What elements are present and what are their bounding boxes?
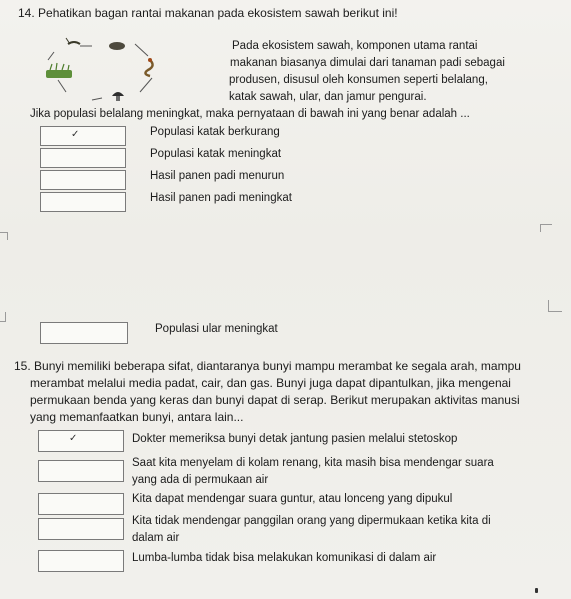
q14-option-2-checkbox[interactable] (40, 148, 126, 168)
q15-para-line-3: permukaan benda yang keras dan bunyi dapat di serap. Berikut merupakan aktivitas manusi (30, 393, 520, 407)
q14-option-1-checkbox[interactable] (40, 126, 126, 146)
q14-option-5-checkbox[interactable] (40, 322, 128, 344)
q14-option-4-label: Hasil panen padi meningkat (150, 192, 292, 204)
scan-corner-mark (0, 232, 8, 240)
q15-option-1-checkbox[interactable] (38, 430, 124, 452)
q14-title: 14. Pehatikan bagan rantai makanan pada ekosistem sawah berikut ini! (18, 6, 398, 20)
q14-option-5-label: Populasi ular meningkat (155, 323, 278, 335)
q15-option-2-checkbox[interactable] (38, 460, 124, 482)
check-icon: ✓ (71, 129, 80, 140)
scan-corner-mark (548, 300, 562, 312)
q15-option-3-label: Kita dapat mendengar suara guntur, atau lonceng yang dipukul (132, 493, 453, 505)
q14-desc-line-2: makanan biasanya dimulai dari tanaman padi sebagai (230, 57, 505, 69)
q14-desc-line-4: katak sawah, ular, dan jamur pengurai. (229, 91, 427, 103)
scan-corner-mark (0, 312, 6, 322)
food-chain-diagram (40, 30, 190, 110)
check-icon: ✓ (69, 433, 78, 444)
q14-option-4-checkbox[interactable] (40, 192, 126, 212)
rice-plant-icon (46, 63, 72, 78)
q15-para-line-2: merambat melalui media padat, cair, dan gas. Bunyi juga dapat dipantulkan, jika mengenai (30, 376, 511, 390)
q15-option-1-label: Dokter memeriksa bunyi detak jantung pasien melalui stetoskop (132, 433, 458, 445)
q15-option-3-checkbox[interactable] (38, 493, 124, 515)
q15-para-line-4: yang memanfaatkan bunyi, antara lain... (30, 410, 244, 424)
q15-option-2-label-line-2: yang ada di permukaan air (132, 474, 269, 486)
q14-question: Jika populasi belalang meningkat, maka pernyataan di bawah ini yang benar adalah ... (30, 108, 470, 120)
q14-option-3-checkbox[interactable] (40, 170, 126, 190)
mushroom-icon (112, 92, 124, 101)
q14-desc-line-1: Pada ekosistem sawah, komponen utama rantai (232, 40, 478, 52)
q15-para-line-1: 15. Bunyi memiliki beberapa sifat, diantaranya bunyi mampu merambat ke segala arah, mampu (14, 359, 521, 373)
ink-dot (535, 588, 538, 593)
q14-option-2-label: Populasi katak meningkat (150, 148, 282, 160)
q14-option-1-label: Populasi katak berkurang (150, 126, 280, 138)
q15-option-4-label-line-1: Kita tidak mendengar panggilan orang yang dipermukaan ketika kita di (132, 515, 491, 527)
q15-option-5-label: Lumba-lumba tidak bisa melakukan komunikasi di dalam air (132, 552, 437, 564)
snake-icon (145, 58, 152, 76)
scan-corner-mark (540, 224, 552, 232)
q15-option-2-label-line-1: Saat kita menyelam di kolam renang, kita masih bisa mendengar suara (132, 457, 494, 469)
grasshopper-icon (66, 38, 80, 44)
q15-option-5-checkbox[interactable] (38, 550, 124, 572)
q14-option-3-label: Hasil panen padi menurun (150, 170, 285, 182)
q15-option-4-checkbox[interactable] (38, 518, 124, 540)
frog-icon (109, 42, 125, 50)
q14-desc-line-3: produsen, disusul oleh konsumen seperti belalang, (229, 74, 488, 86)
q15-option-4-label-line-2: dalam air (132, 532, 180, 544)
